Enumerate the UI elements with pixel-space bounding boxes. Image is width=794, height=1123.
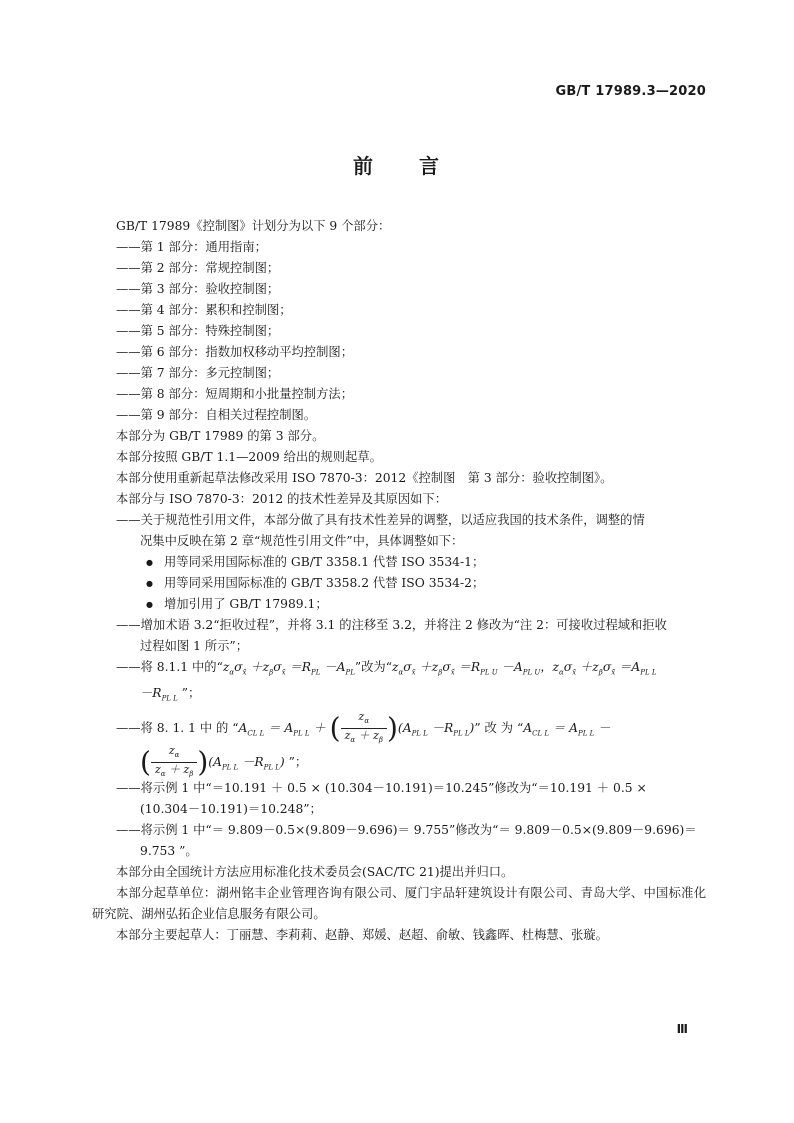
difference-4-line1: ——将 8. 1. 1 中 的 “$A_{CL L} = A_{PL L}$ ＋ ( $\frac{z_\alpha}{z_\alpha + z_\beta}$ )$(A_{PL L} -R_{PL L})$” 改 为 “$A_{CL L} = A_{PL L}$ －: [92, 710, 706, 744]
bullet-item: [92, 573, 706, 594]
standard-code: GB/T 17989.3—2020: [555, 84, 706, 99]
part-item: ——第 7 部分：多元控制图；: [116, 366, 280, 380]
formula-new: $z_\alpha\sigma_{x̄} +z_\beta\sigma_{x̄} =R_{PL U} -A_{PL U}$，$z_\alpha\sigma_{x̄} +z_\beta\sigma_{x̄} =A_{PL L}$: [392, 660, 657, 677]
intro-paragraph: GB/T 17989《控制图》计划分为以下 9 个部分：: [116, 219, 391, 233]
part-item: ——第 5 部分：特殊控制图；: [116, 324, 280, 338]
drafting-units-paragraph: 本部分起草单位：湖州铭丰企业管理咨询有限公司、厦门宇品轩建筑设计有限公司、青岛大学、中国标准化研究院、湖州弘拓企业信息服务有限公司。: [92, 885, 706, 921]
bullet-text: 用等同采用国际标准的 GB/T 3358.2 代替 ISO 3534-2；: [164, 576, 485, 590]
bullet-item: [92, 594, 706, 615]
drafters-paragraph: 本部分主要起草人：丁丽慧、李莉莉、赵静、郑媛、赵超、俞敏、钱鑫晖、杜梅慧、张璇。: [116, 927, 608, 942]
difference-2-line2: 过程如图 1 所示”；: [140, 639, 249, 653]
formula-old: $z_\alpha\sigma_{x̄} +z_\beta\sigma_{x̄} =R_{PL} -A_{PL}$: [222, 660, 355, 677]
part-item: ——第 2 部分：常规控制图；: [116, 261, 280, 275]
difference-6-line2: 9.753 ”。: [140, 843, 198, 858]
fraction: $\frac{z_\alpha}{z_\alpha + z_\beta}$: [341, 710, 387, 747]
difference-1-line2: 况集中反映在第 2 章“规范性引用文件”中，具体调整如下：: [140, 534, 464, 548]
difference-1-line1: ——关于规范性引用文件，本部分做了具有技术性差异的调整，以适应我国的技术条件，调整的情: [116, 513, 645, 527]
foreword-body: [92, 216, 706, 946]
difference-6-line1: ——将示例 1 中“＝ 9.809－0.5×(9.809－9.696)＝ 9.755”修改为“＝ 9.809－0.5×(9.809－9.696)＝: [116, 822, 697, 837]
difference-2-line1: ——增加术语 3.2“拒收过程”，并将 3.1 的注移至 3.2，并将注 2 修改为“注 2：可接收过程域和拒收: [116, 618, 667, 632]
formula-old-2: $A_{CL L} = A_{PL L}$ ＋: [238, 721, 330, 738]
part-item: ——第 3 部分：验收控制图；: [116, 282, 280, 296]
difference-3-line1: [92, 657, 706, 683]
difference-4-mid: ” 改 为 “: [474, 721, 524, 736]
bullet-item: [92, 552, 706, 573]
differences-paragraph: 本部分与 ISO 7870-3：2012 的技术性差异及其原因如下：: [116, 492, 448, 506]
part-item: ——第 4 部分：累积和控制图；: [116, 303, 292, 317]
proposed-paragraph: 本部分由全国统计方法应用标准化技术委员会(SAC/TC 21)提出并归口。: [116, 864, 514, 879]
difference-4-prefix: ——将 8. 1. 1 中 的 “: [116, 721, 239, 736]
difference-4-line2: ( $\frac{z_\alpha}{z_\alpha + z_\beta}$ )$(A_{PL L} -R_{PL L})$ ”；: [92, 744, 706, 778]
part-item: ——第 6 部分：指数加权移动平均控制图；: [116, 345, 353, 359]
difference-3-line2: $-R_{PL L}$ ”；: [140, 686, 201, 703]
part-item: ——第 9 部分：自相关过程控制图。: [116, 408, 317, 422]
fraction: $\frac{z_\alpha}{z_\alpha + z_\beta}$: [151, 744, 197, 781]
formula-new-tail: $-R_{PL L}$: [140, 686, 178, 703]
page-number: Ⅲ: [676, 1022, 688, 1036]
adoption-paragraph: 本部分使用重新起草法修改采用 ISO 7870-3：2012《控制图 第 3 部分：验收控制图》。: [116, 471, 613, 485]
difference-5-line1: ——将示例 1 中“＝10.191 ＋ 0.5 × (10.304－10.191)＝10.245”修改为“＝10.191 ＋ 0.5 ×: [116, 780, 647, 795]
part-item: ——第 1 部分：通用指南；: [116, 240, 267, 254]
part3-paragraph: 本部分为 GB/T 17989 的第 3 部分。: [116, 429, 325, 443]
bullet-text: 增加引用了 GB/T 17989.1；: [164, 597, 328, 611]
difference-3-mid: ”改为“: [354, 660, 393, 674]
rules-paragraph: 本部分按照 GB/T 1.1—2009 给出的规则起草。: [116, 450, 382, 464]
bullet-text: 用等同采用国际标准的 GB/T 3358.1 代替 ISO 3534-1；: [164, 555, 485, 569]
page-title: 前 言: [353, 154, 441, 178]
difference-5-line2: (10.304－10.191)＝10.248”；: [140, 801, 322, 816]
part-item: ——第 8 部分：短周期和小批量控制方法；: [116, 387, 353, 401]
difference-3-prefix: ——将 8.1.1 中的“: [116, 660, 223, 674]
